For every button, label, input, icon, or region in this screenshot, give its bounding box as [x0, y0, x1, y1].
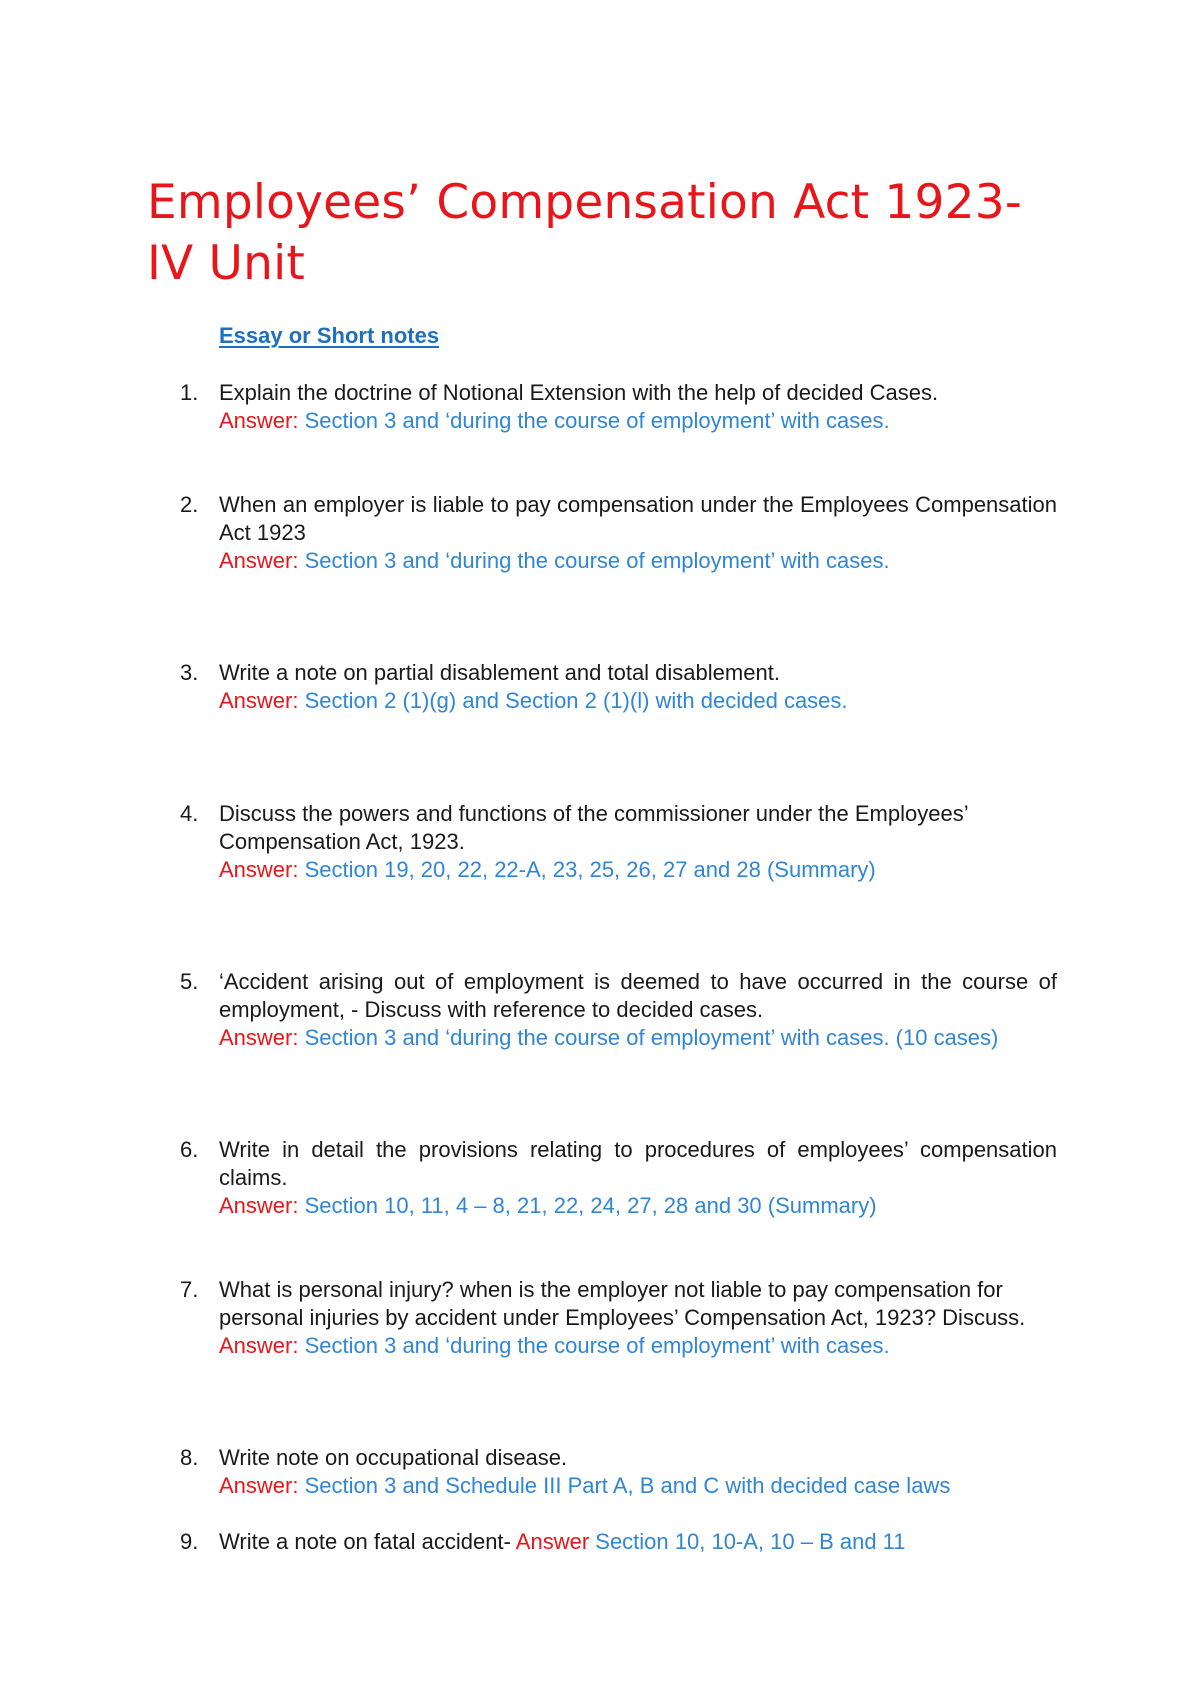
question-item-3 — [180, 659, 1057, 715]
question-item-8 — [180, 1444, 1057, 1500]
answer-text: Section 3 and ‘during the course of employment’ with cases. (10 cases) — [304, 1024, 999, 1050]
answer-label: Answer: — [219, 687, 299, 713]
question-body — [219, 1444, 1057, 1500]
answer-label: Answer — [515, 1529, 590, 1554]
question-body — [219, 379, 1057, 435]
answer-line — [219, 1472, 1057, 1500]
answer-label: Answer: — [219, 547, 299, 573]
answer-label: Answer: — [219, 856, 299, 882]
answer-line — [219, 856, 1057, 884]
question-number: 4. — [180, 801, 199, 826]
answer-label: Answer: — [219, 1332, 299, 1358]
answer-line — [219, 547, 1057, 575]
page-title: Employees’ Compensation Act 1923- IV Unit — [147, 175, 1022, 291]
question-item-1 — [180, 379, 1057, 435]
question-item-6 — [180, 1136, 1057, 1219]
question-number: 5. — [180, 969, 199, 994]
question-body — [219, 1276, 1057, 1359]
question-number: 6. — [180, 1137, 199, 1162]
answer-label: Answer: — [219, 1024, 299, 1050]
question-item-5 — [180, 968, 1057, 1051]
answer-text: Section 3 and Schedule III Part A, B and C with decided case laws — [304, 1472, 951, 1498]
answer-line — [219, 1024, 1057, 1052]
answer-line — [219, 1192, 1057, 1220]
question-body — [219, 968, 1057, 1051]
answer-label: Answer: — [219, 1472, 299, 1498]
question-text: Write a note on partial disablement and total disablement. — [219, 660, 780, 685]
question-item-9 — [180, 1528, 1057, 1556]
question-text: Write in detail the provisions relating to procedures of employees’ compensation claims. — [219, 1137, 1057, 1190]
question-number: 9. — [180, 1529, 199, 1554]
answer-label: Answer: — [219, 1192, 299, 1218]
question-item-4 — [180, 800, 1057, 883]
question-item-7 — [180, 1276, 1057, 1359]
answer-text: Section 19, 20, 22, 22-A, 23, 25, 26, 27 and 28 (Summary) — [304, 856, 876, 882]
question-text: What is personal injury? when is the employer not liable to pay compensation for personal injuries by accident under Employees’ Compensation Act, 1923? Discuss. — [219, 1277, 1026, 1330]
question-text: Write a note on fatal accident- — [219, 1529, 511, 1554]
question-body — [219, 659, 1057, 715]
question-body — [219, 1528, 1057, 1556]
answer-text: Section 2 (1)(g) and Section 2 (1)(l) with decided cases. — [304, 687, 848, 713]
question-text: When an employer is liable to pay compensation under the Employees Compensation Act 1923 — [219, 492, 1057, 545]
question-number: 1. — [180, 380, 199, 405]
question-text: ‘Accident arising out of employment is deemed to have occurred in the course of employment, - Discuss with reference to decided cases. — [219, 969, 1057, 1022]
answer-label: Answer: — [219, 407, 299, 433]
question-text: Write note on occupational disease. — [219, 1445, 568, 1470]
question-text: Discuss the powers and functions of the commissioner under the Employees’ Compensation Act, 1923. — [219, 801, 968, 854]
question-number: 7. — [180, 1277, 199, 1302]
question-line — [219, 1528, 1057, 1556]
answer-text: Section 3 and ‘during the course of employment’ with cases. — [304, 547, 890, 573]
question-body — [219, 491, 1057, 574]
answer-text: Section 10, 10-A, 10 – B and 11 — [595, 1529, 906, 1554]
answer-text: Section 3 and ‘during the course of employment’ with cases. — [304, 407, 890, 433]
answer-line — [219, 1332, 1057, 1360]
answer-line — [219, 687, 1057, 715]
question-number: 3. — [180, 660, 199, 685]
answer-text: Section 3 and ‘during the course of employment’ with cases. — [304, 1332, 890, 1358]
question-text: Explain the doctrine of Notional Extension with the help of decided Cases. — [219, 380, 939, 405]
question-body — [219, 1136, 1057, 1219]
question-number: 8. — [180, 1445, 199, 1470]
question-item-2 — [180, 491, 1057, 574]
question-body — [219, 800, 1057, 883]
answer-line — [219, 407, 1057, 435]
question-number: 2. — [180, 492, 199, 517]
answer-text: Section 10, 11, 4 – 8, 21, 22, 24, 27, 28 and 30 (Summary) — [304, 1192, 877, 1218]
section-subheading: Essay or Short notes — [219, 323, 440, 348]
